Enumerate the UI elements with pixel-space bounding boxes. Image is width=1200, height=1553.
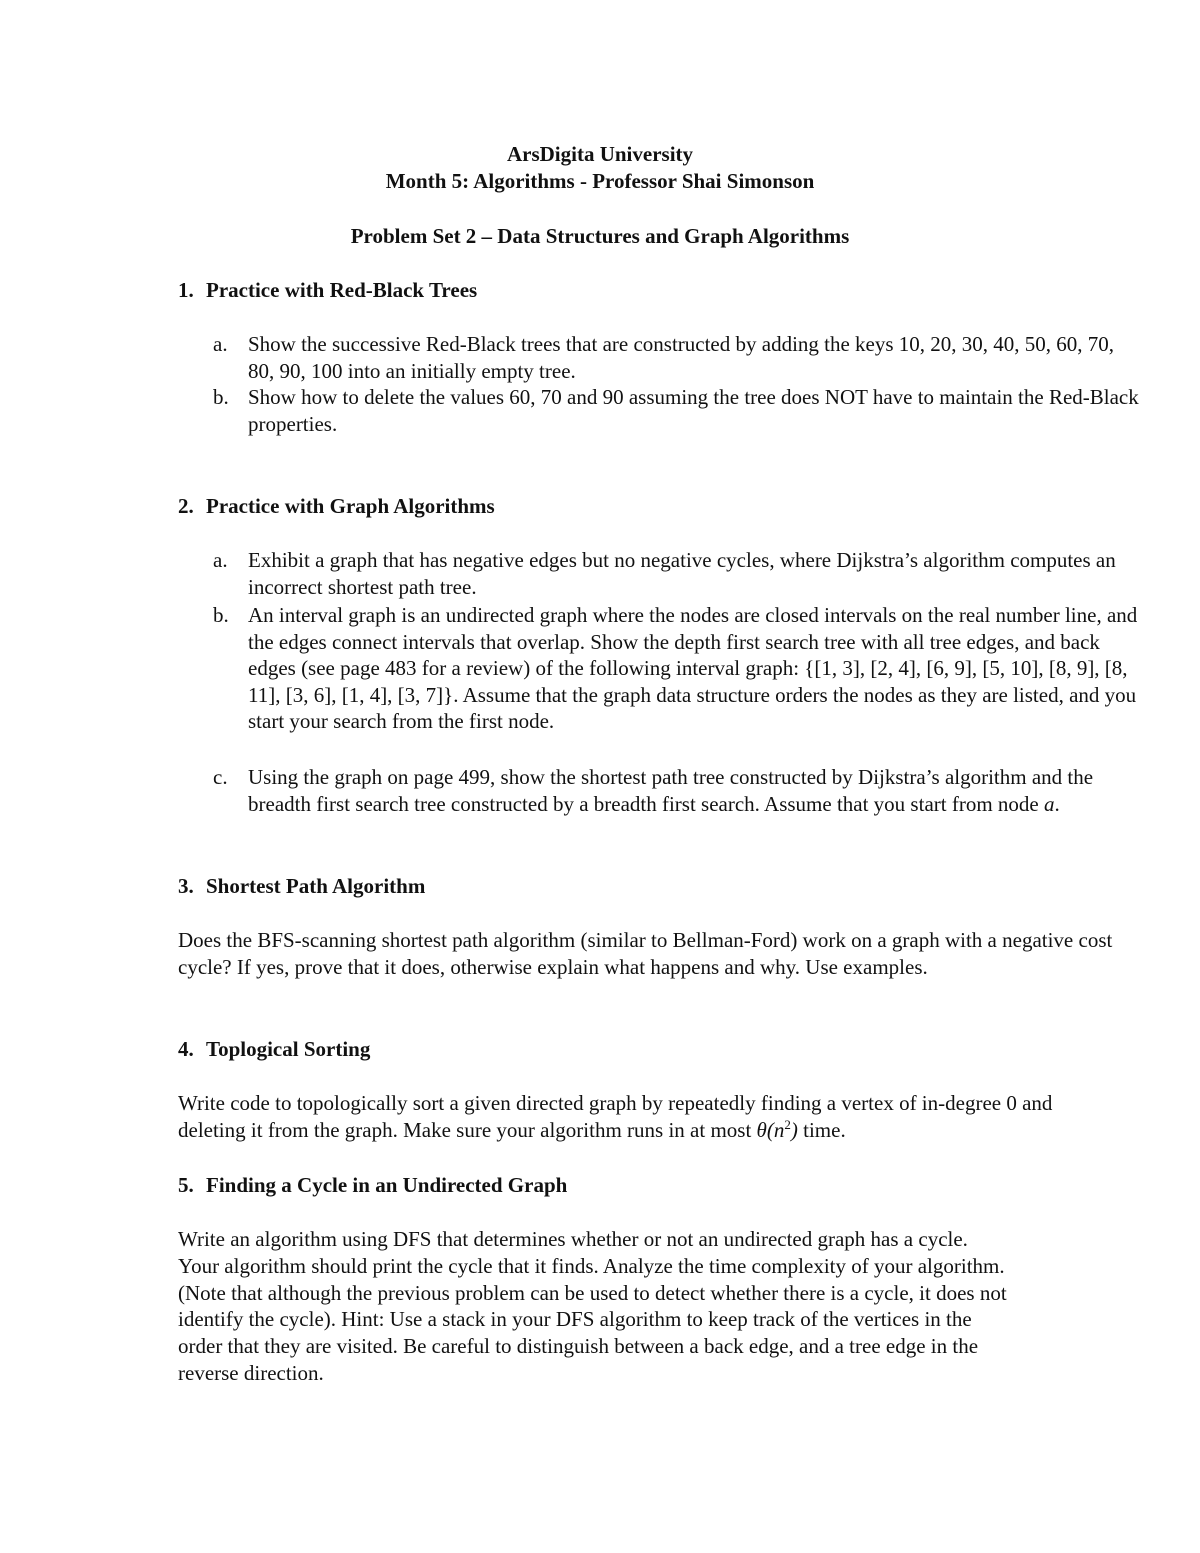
section-title: Practice with Red-Black Trees	[206, 278, 478, 302]
section-1-heading	[178, 277, 477, 304]
item-label: a.	[213, 332, 228, 356]
item-text-end: .	[1054, 791, 1060, 816]
item-text	[248, 764, 1143, 817]
problem-2a	[213, 547, 1143, 600]
item-label: b.	[213, 385, 229, 409]
item-text: Exhibit a graph that has negative edges but no negative cycles, where Dijkstra’s algorithm computes an incorrect shortest path tree.	[248, 548, 1116, 599]
item-text: An interval graph is an undirected graph where the nodes are closed intervals on the real number line, and the edges connect intervals that overlap. Show the depth first search tree with all tree edges, and back edges (see page 483 for a review) of the following interval graph: {[1, 3], [2, 4], [6, 9], [5, 10], [8, 9], [8, 11], [3, 6], [1, 4], [3, 7]}. Assume that the graph data structure orders the nodes as they are listed, and you start your search from the first node.	[248, 603, 1138, 733]
problem-3-text: Does the BFS-scanning shortest path algorithm (similar to Bellman-Ford) work on a graph with a negative cost cycle? If yes, prove that it does, otherwise explain what happens and why. Use examples.	[178, 928, 1113, 979]
section-title: Finding a Cycle in an Undirected Graph	[206, 1173, 568, 1197]
section-number: 3.	[178, 874, 194, 898]
university-title: ArsDigita University	[506, 142, 694, 166]
complexity-var: n	[773, 1117, 785, 1142]
item-text: Show how to delete the values 60, 70 and 90 assuming the tree does NOT have to maintain the Red-Black properties.	[248, 385, 1139, 436]
problem-1b	[213, 384, 1143, 437]
section-number: 1.	[178, 278, 194, 302]
course-title: Month 5: Algorithms - Professor Shai Simonson	[385, 169, 815, 193]
section-number: 5.	[178, 1173, 194, 1197]
item-label: a.	[213, 548, 228, 572]
complexity-theta: θ	[756, 1117, 767, 1142]
problem-1a	[213, 331, 1143, 384]
problem-4-text	[178, 1090, 1058, 1144]
section-number: 4.	[178, 1037, 194, 1061]
section-2-heading	[178, 493, 495, 520]
item-text: Show the successive Red-Black trees that are constructed by adding the keys 10, 20, 30, 40, 50, 60, 70, 80, 90, 100 into an initially empty tree.	[248, 332, 1115, 383]
item-label: c.	[213, 765, 228, 789]
section-number: 2.	[178, 494, 194, 518]
problem-2c	[213, 764, 1143, 817]
complexity-open: (	[766, 1117, 774, 1142]
complexity-exponent: 2	[784, 1116, 791, 1132]
section-title: Practice with Graph Algorithms	[206, 494, 495, 518]
problem-set-title: Problem Set 2 – Data Structures and Graph Algorithms	[350, 224, 850, 248]
item-label: b.	[213, 603, 229, 627]
node-variable: a	[1043, 791, 1055, 816]
problem-2b	[213, 602, 1143, 735]
section-4-heading	[178, 1036, 370, 1063]
section-title: Toplogical Sorting	[206, 1037, 371, 1061]
section-5-heading	[178, 1172, 567, 1199]
section-3-heading	[178, 873, 425, 900]
item-text-main: Using the graph on page 499, show the shortest path tree constructed by Dijkstra’s algorithm and the breadth first search tree constructed by a breadth first search. Assume that you start from node	[248, 765, 1094, 816]
paragraph-main: Write code to topologically sort a given directed graph by repeatedly finding a vertex of in-degree 0 and deleting it from the graph. Make sure your algorithm runs in at most	[178, 1091, 1053, 1142]
section-title: Shortest Path Algorithm	[206, 874, 426, 898]
complexity-close: )	[790, 1117, 798, 1142]
paragraph-end: time.	[797, 1117, 846, 1142]
problem-5-text: Write an algorithm using DFS that determines whether or not an undirected graph has a cycle. Your algorithm should print the cycle that it finds. Analyze the time complexity of your algorithm. (Note that although the previous problem can be used to detect whether there is a cycle, it does not identify the cycle). Hint: Use a stack in your DFS algorithm to keep track of the vertices in the order that they are visited. Be careful to distinguish between a back edge, and a tree edge in the reverse direction.	[178, 1227, 1007, 1385]
